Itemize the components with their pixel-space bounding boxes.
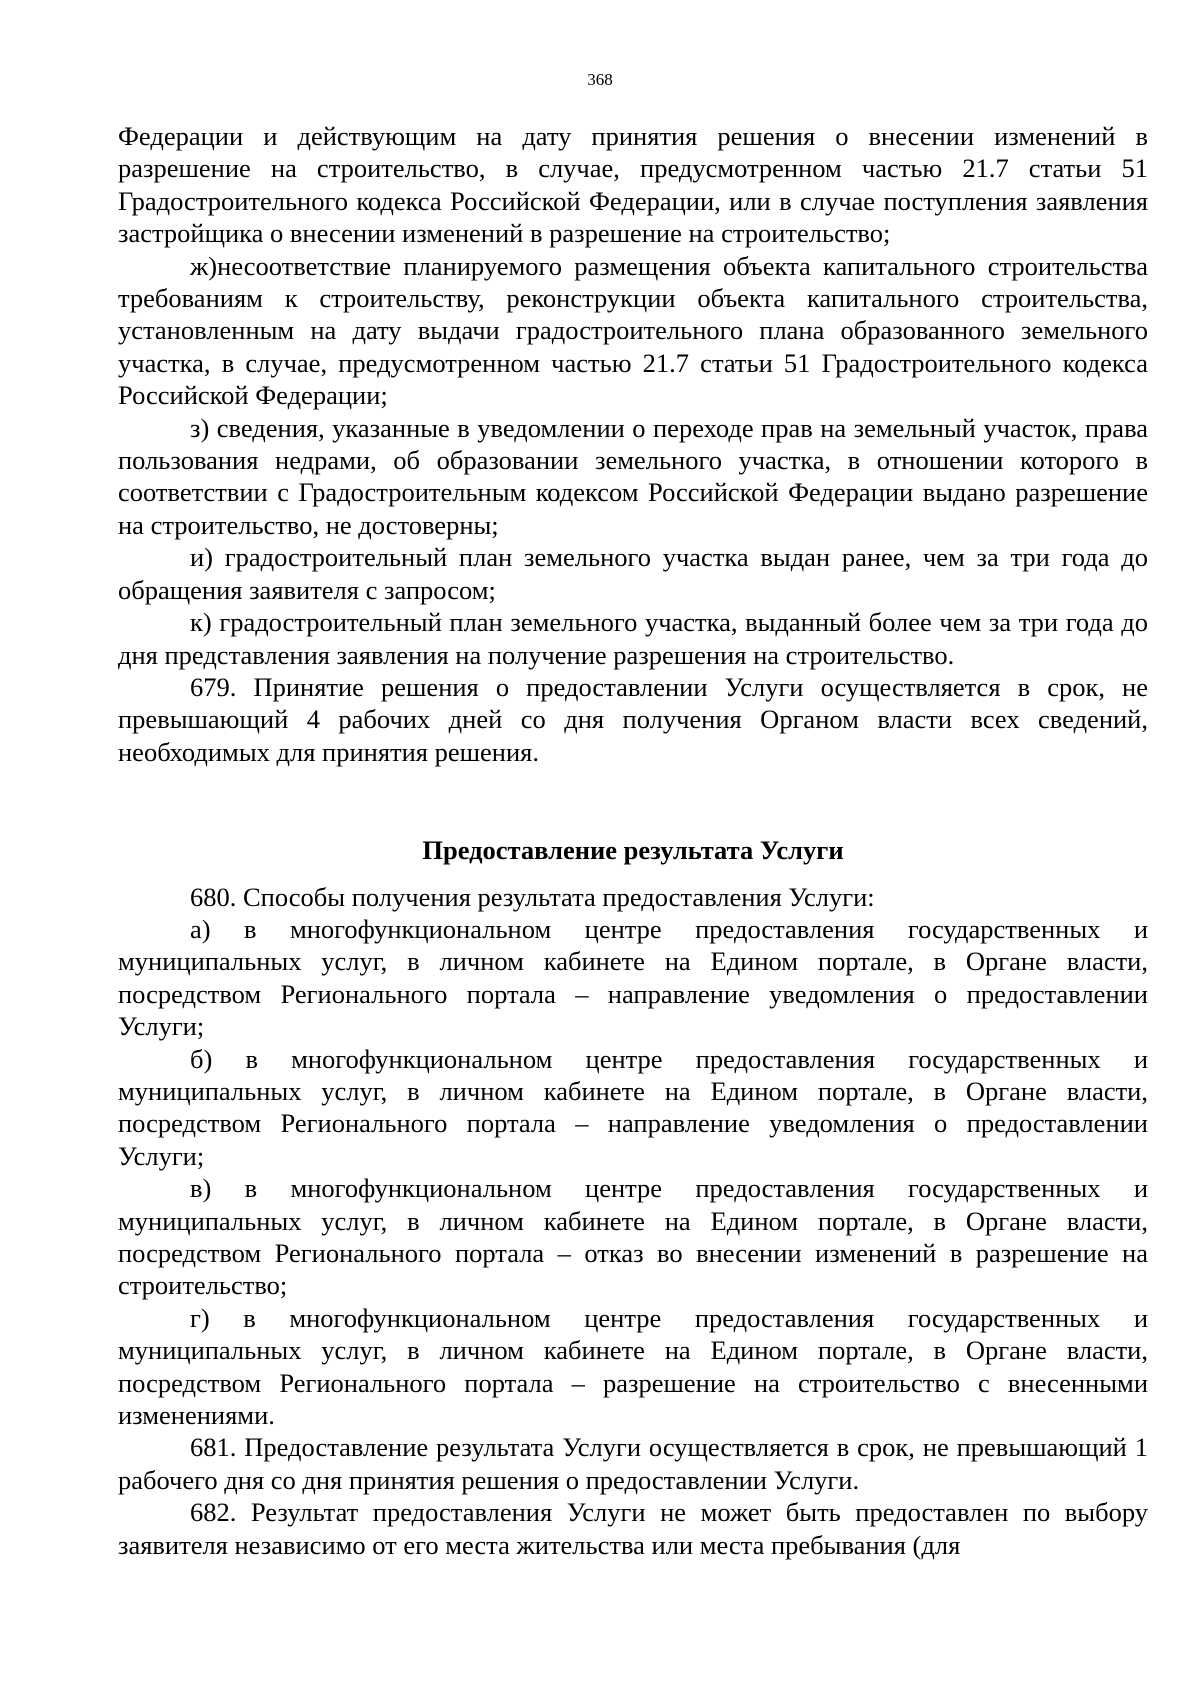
paragraph-item-z: з) сведения, указанные в уведомлении о переходе прав на земельный участок, права пользования недрами, об образовании земельного участка, в отношении которого в соответствии с Градостроительным кодексом Российской Федерации выдано разрешение на строительство, не достоверны; (118, 412, 1148, 540)
paragraph-679: 679. Принятие решения о предоставлении Услуги осуществляется в срок, не превышающий 4 рабочих дней со дня получения Органом власти всех сведений, необходимых для принятия решения. (118, 671, 1148, 767)
paragraph-item-g: г) в многофункциональном центре предоставления государственных и муниципальных услуг, в личном кабинете на Едином портале, в Органе власти, посредством Регионального портала – разрешение на строительство с внесенными изменениями. (118, 1302, 1148, 1431)
paragraph-681: 681. Предоставление результата Услуги осуществляется в срок, не превышающий 1 рабочего дня со дня принятия решения о предоставлении Услуги. (118, 1432, 1148, 1495)
paragraph-item-zh: ж)несоответствие планируемого размещения объекта капитального строительства требованиям к строительству, реконструкции объекта капитального строительства, установленным на дату выдачи градостроительного плана образованного земельного участка, в случае, предусмотренном частью 21.7 статьи 51 Градостроительного кодекса Российской Федерации; (118, 250, 1148, 411)
paragraph-682: 682. Результат предоставления Услуги не может быть предоставлен по выбору заявителя независимо от его места жительства или места пребывания (для (118, 1497, 1148, 1560)
paragraph-item-b: б) в многофункциональном центре предоставления государственных и муниципальных услуг, в личном кабинете на Едином портале, в Органе власти, посредством Регионального портала – направление уведомления о предоставлении Услуги; (118, 1043, 1148, 1171)
paragraph-continuation: Федерации и действующим на дату принятия решения о внесении изменений в разрешение на строительство, в случае, предусмотренном частью 21.7 статьи 51 Градостроительного кодекса Российской Федерации, или в случае поступления заявления застройщика о внесении изменений в разрешение на строительство; (118, 121, 1148, 249)
document-body (118, 120, 1148, 1561)
section-heading: Предоставление результата Услуги (422, 835, 844, 866)
paragraph-item-a: а) в многофункциональном центре предоставления государственных и муниципальных услуг, в личном кабинете на Едином портале, в Органе власти, посредством Регионального портала – направление уведомления о предоставлении Услуги; (118, 913, 1148, 1042)
paragraph-item-i: и) градостроительный план земельного участка выдан ранее, чем за три года до обращения заявителя с запросом; (118, 542, 1148, 605)
paragraph-item-k: к) градостроительный план земельного участка, выданный более чем за три года до дня представления заявления на получение разрешения на строительство. (118, 607, 1148, 670)
paragraph-680: 680. Способы получения результата предоставления Услуги: (190, 881, 875, 912)
paragraph-item-v: в) в многофункциональном центре предоставления государственных и муниципальных услуг, в личном кабинете на Едином портале, в Органе власти, посредством Регионального портала – отказ во внесении изменений в разрешение на строительство; (118, 1173, 1148, 1301)
page-number: 368 (587, 70, 613, 89)
